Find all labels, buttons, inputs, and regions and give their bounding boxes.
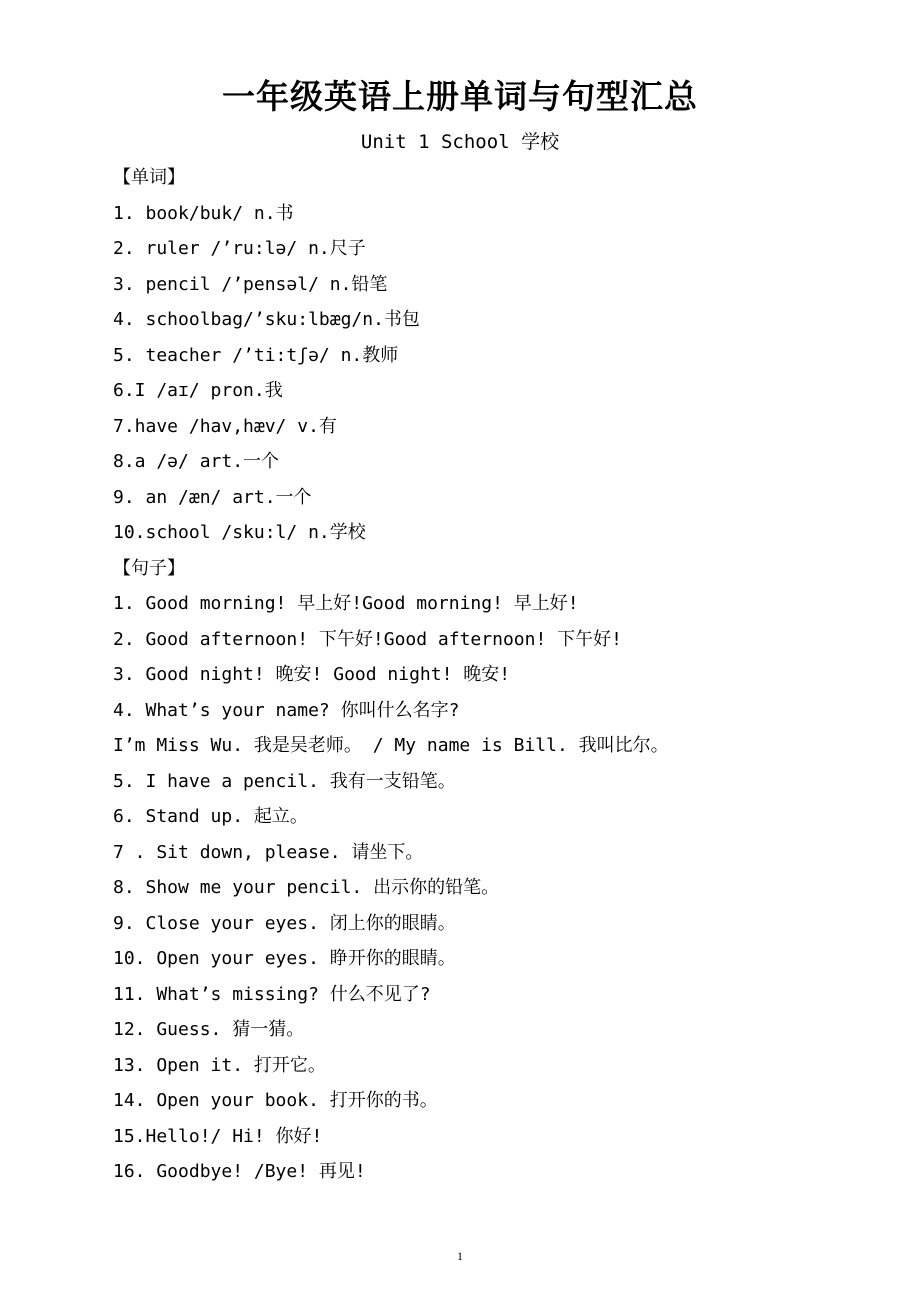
- sentence-item: 16. Goodbye! /Bye! 再见!: [113, 1161, 366, 1182]
- sentence-item: 5. I have a pencil. 我有一支铅笔。: [113, 770, 456, 792]
- word-item: 5. teacher /’ti:tʃə/ n.教师: [113, 344, 399, 366]
- sentence-item: I’m Miss Wu. 我是吴老师。 / My name is Bill. 我叫比尔。: [113, 735, 669, 756]
- sentence-item: 15.Hello!/ Hi! 你好!: [113, 1125, 323, 1147]
- word-item: 6.I /aɪ/ pron.我: [113, 380, 283, 401]
- page-title: 一年级英语上册单词与句型汇总: [222, 77, 698, 116]
- unit-subtitle: Unit 1 School 学校: [360, 131, 560, 153]
- sentence-item: 1. Good morning! 早上好!Good morning! 早上好!: [113, 593, 579, 614]
- sentence-item: 7 . Sit down, please. 请坐下。: [113, 841, 424, 863]
- word-item: 10.school /sku:l/ n.学校: [113, 522, 366, 543]
- sentence-item: 9. Close your eyes. 闭上你的眼睛。: [113, 912, 456, 934]
- word-item: 8.a /ə/ art.一个: [113, 451, 280, 472]
- sentence-item: 8. Show me your pencil. 出示你的铅笔。: [113, 877, 500, 898]
- sentence-item: 3. Good night! 晚安! Good night! 晚安!: [113, 664, 511, 685]
- sentence-item: 13. Open it. 打开它。: [113, 1054, 326, 1076]
- sentence-item: 6. Stand up. 起立。: [113, 806, 308, 827]
- content-block: [113, 160, 853, 1190]
- word-item: 3. pencil /’pensəl/ n.铅笔: [113, 273, 388, 295]
- sentence-item: 2. Good afternoon! 下午好!Good afternoon! 下午好!: [113, 628, 622, 650]
- sentence-item: 12. Guess. 猜一猜。: [113, 1019, 305, 1040]
- sentence-item: 14. Open your book. 打开你的书。: [113, 1090, 438, 1111]
- sentence-item: 10. Open your eyes. 睁开你的眼睛。: [113, 948, 456, 969]
- word-item: 7.have /hav,hæv/ v.有: [113, 415, 337, 437]
- sentence-item: 4. What’s your name? 你叫什么名字?: [113, 699, 460, 721]
- page-number: 1: [457, 1249, 463, 1263]
- word-item: 9. an /æn/ art.一个: [113, 486, 312, 508]
- word-item: 4. schoolbag/’sku:lbæg/n.书包: [113, 309, 420, 330]
- word-item: 1. book/buk/ n.书: [113, 202, 294, 224]
- words-section-header: 【单词】: [113, 167, 185, 188]
- sentence-item: 11. What’s missing? 什么不见了?: [113, 983, 431, 1005]
- word-item: 2. ruler /’ru:lə/ n.尺子: [113, 238, 366, 259]
- sentences-section-header: 【句子】: [113, 557, 185, 579]
